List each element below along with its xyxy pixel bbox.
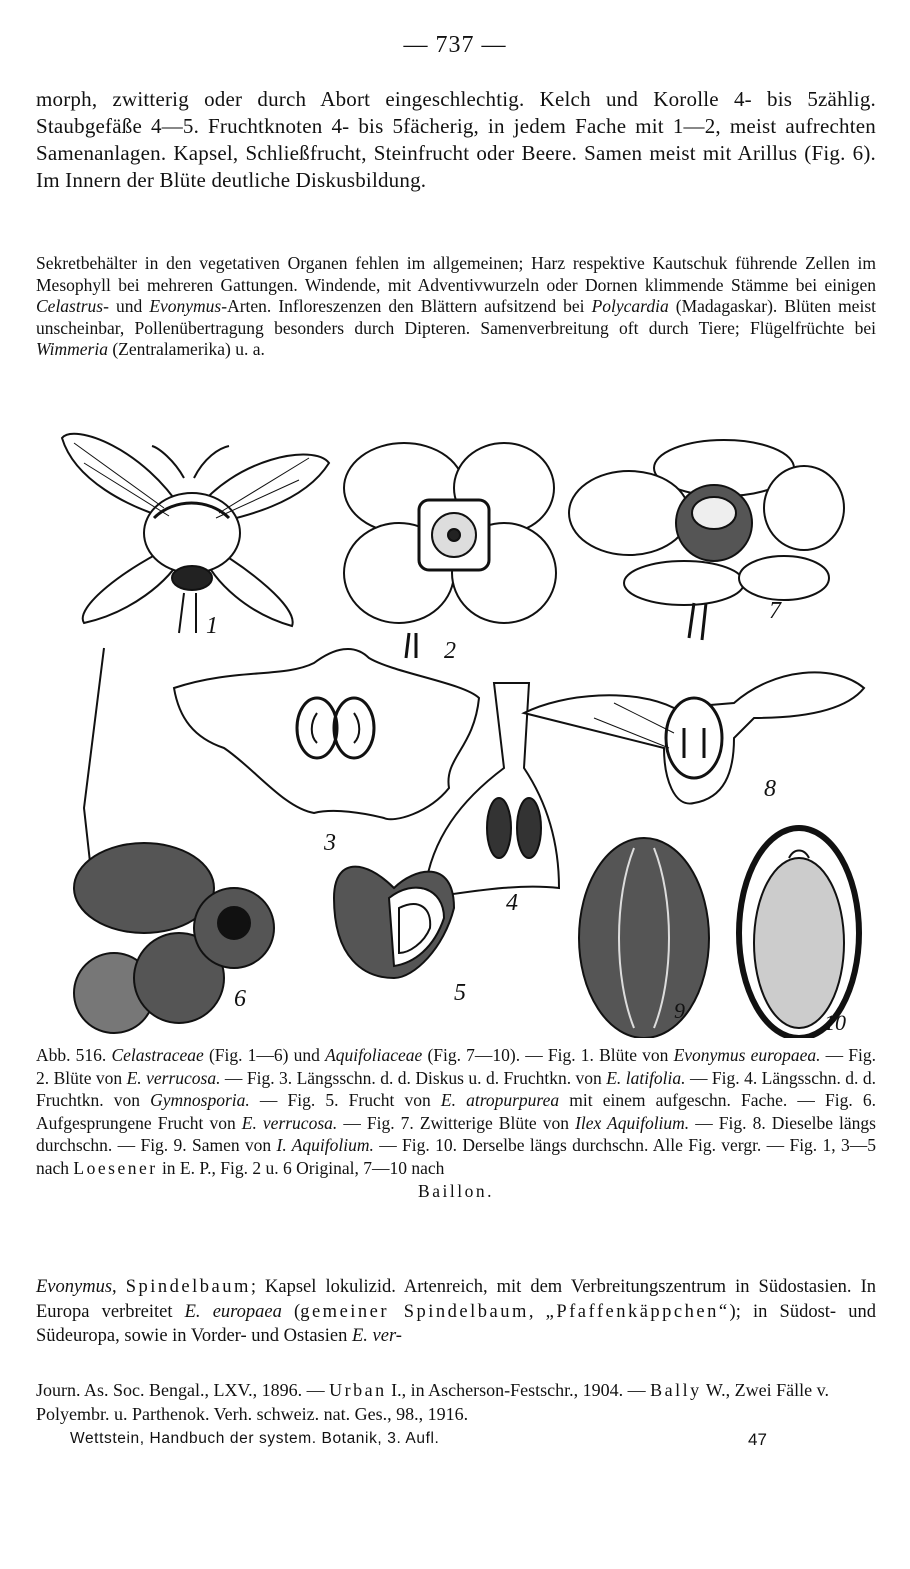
figure-caption	[36, 1044, 876, 1202]
text-run: ,	[528, 1301, 546, 1322]
taxon-name: I. Aquifolium.	[276, 1135, 374, 1156]
signature-number: 47	[748, 1430, 767, 1449]
fig10-section-drawing	[739, 828, 859, 1038]
figure-label: 3	[324, 830, 336, 856]
common-name: gemeiner Spindelbaum	[300, 1301, 529, 1322]
taxon-name: E. ver-	[351, 1326, 402, 1346]
fig2-flower-drawing	[344, 443, 556, 658]
text-run: ; Kapsel lokulizid. Artenreich, mit dem Verbreitungszentrum in Südostasien. In Europa verbreitet	[36, 1277, 876, 1322]
text-run: in E. P., Fig. 2 u. 6 Original, 7—10 nach	[157, 1157, 445, 1178]
taxon-name: Gymnosporia.	[150, 1090, 250, 1111]
botanical-illustration-figure	[34, 418, 878, 1038]
taxon-name: E. verrucosa.	[126, 1067, 221, 1088]
fig8-section-drawing	[524, 672, 864, 803]
text-run: — Fig. 3. Längsschn. d. d. Diskus u. d. Fruchtkn. von	[220, 1067, 607, 1088]
taxon-name: Wimmeria	[36, 339, 108, 360]
text-run: — Fig. 2. Blüte von	[36, 1045, 877, 1088]
text-run: (	[281, 1301, 301, 1322]
fig1-flower-drawing	[62, 434, 329, 633]
text-run: (Madagaskar). Blüten meist unscheinbar, Pollenübertragung besonders durch Dipteren. Samenverbreitung oft durch Tiere; Flügelfrüchte bei	[36, 296, 876, 338]
text-run: Journ. As. Soc. Bengal., LXV., 1896. —	[36, 1380, 330, 1400]
taxon-name: E. europaea	[184, 1301, 282, 1322]
figure-label: 10	[824, 1010, 846, 1035]
figure-label: 6	[234, 986, 246, 1012]
text-run: ); in Südost- und Südeuropa, sowie in Vorder- und Ostasien	[36, 1301, 876, 1346]
literature-references	[36, 1378, 876, 1426]
figure-label: 2	[444, 638, 456, 664]
figure-label: 1	[206, 613, 218, 639]
taxon-name: Evonymus europaea.	[673, 1045, 821, 1065]
taxon-name: Evonymus	[36, 1277, 113, 1297]
common-name: „Pfaffenkäppchen“	[545, 1301, 730, 1322]
text-run: (Fig. 1—6) und	[203, 1045, 326, 1065]
common-name: Spindelbaum	[125, 1277, 251, 1297]
text-run: — Fig. 4. Längsschn. d. d. Fruchtkn. von	[36, 1067, 876, 1111]
fig9-seed-drawing	[579, 838, 709, 1038]
genus-paragraph	[36, 1275, 876, 1349]
text-run: -Arten. Infloreszenzen den Blättern aufsitzend bei	[221, 296, 592, 317]
text-run: Abb. 516.	[36, 1045, 112, 1065]
text-run: Sekretbehälter in den vegetativen Organen fehlen im allgemeinen; Harz respektive Kautschuk führende Zellen im Mesophyll bei mehreren Gattungen. Windende, mit Adventivwurzeln oder Dornen klimmende Stämme bei einigen	[36, 253, 876, 295]
author-name: Loesener	[73, 1157, 158, 1178]
taxon-name: Ilex Aquifolium.	[575, 1112, 690, 1133]
figure-label: 9	[674, 998, 685, 1023]
family-description-paragraph: morph, zwitterig oder durch Abort eingeschlechtig. Kelch und Korolle 4- bis 5zählig. Staubgefäße 4—5. Fruchtknoten 4- bis 5fächerig, in jedem Fache mit 1—2, meist aufrechten Samenanlagen. Kapsel, Schließfrucht, Steinfrucht oder Beere. Samen meist mit Arillus (Fig. 6). Im Innern der Blüte deutliche Diskusbildung.	[36, 87, 876, 192]
text-run: (Zentralamerika) u. a.	[107, 339, 265, 360]
taxon-name: Aquifoliaceae	[325, 1045, 423, 1065]
text-run: W., Zwei Fälle v. Polyembr. u. Parthenok. Verh. schweiz. nat. Ges., 98., 1916.	[36, 1380, 829, 1424]
text-run: mit einem aufgeschn. Fache. — Fig. 6. Aufgesprungene Frucht von	[36, 1090, 876, 1133]
anatomy-paragraph	[36, 253, 876, 361]
taxon-name: Polycardia	[591, 296, 669, 317]
text-run: — Fig. 7. Zwitterige Blüte von	[337, 1112, 576, 1133]
text-run: ,	[112, 1277, 126, 1297]
author-name: Baillon.	[418, 1180, 494, 1201]
page-number-header: — 737 —	[403, 32, 507, 58]
figure-label: 8	[764, 776, 776, 802]
author-name: Bally	[650, 1380, 702, 1400]
text-run: - und	[103, 296, 150, 317]
taxon-name: Evonymus	[149, 296, 222, 317]
author-name: Urban	[329, 1380, 387, 1400]
taxon-name: E. verrucosa.	[241, 1112, 338, 1133]
text-run: — Fig. 10. Derselbe längs durchschn. Alle Fig. vergr. — Fig. 1, 3—5 nach	[36, 1135, 876, 1178]
text-run: — Fig. 8. Dieselbe längs durchschn. — Fig. 9. Samen von	[36, 1112, 876, 1156]
fig3-section-drawing	[174, 649, 479, 819]
taxon-name: Celastrus	[36, 296, 104, 317]
text-run: I., in Ascherson-Festschr., 1904. —	[386, 1380, 651, 1400]
taxon-name: Celastraceae	[111, 1045, 204, 1065]
figure-label: 7	[769, 598, 781, 624]
taxon-name: E. latifolia.	[606, 1067, 686, 1088]
figure-label: 5	[454, 980, 466, 1006]
figure-label: 4	[506, 890, 518, 916]
fig7-flower-drawing	[569, 440, 844, 640]
text-run: — Fig. 5. Frucht von	[249, 1090, 441, 1111]
text-run: (Fig. 7—10). — Fig. 1. Blüte von	[422, 1045, 674, 1065]
fig5-fruit-drawing	[334, 867, 454, 978]
taxon-name: E. atropurpurea	[440, 1090, 560, 1111]
running-footer: Wettstein, Handbuch der system. Botanik, 3. Aufl.	[70, 1430, 440, 1447]
